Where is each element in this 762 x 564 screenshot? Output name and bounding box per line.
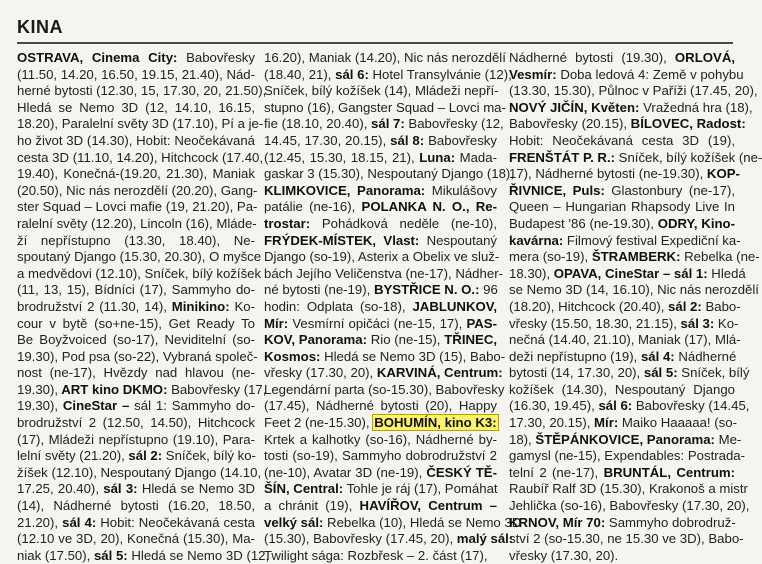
listing-text: (ne-10), Avatar 3D (ne-19), bbox=[264, 464, 423, 480]
listing-line bbox=[17, 199, 258, 216]
listing-text: Sníček, bílý kožíšek (14), Mládeži nepří- bbox=[264, 83, 499, 99]
listing-line bbox=[17, 498, 255, 515]
listing-line bbox=[17, 332, 255, 349]
listing-text: a medvědovi (12.10), Sníček, bílý kožíšek bbox=[17, 265, 262, 281]
listing-text: Babovřesky (20.15), bbox=[509, 116, 628, 132]
venue-name: sál 4: bbox=[637, 348, 675, 364]
listing-text: (17.45), Nádherné bytosti (20), Happy bbox=[264, 398, 497, 414]
listing-line bbox=[17, 464, 262, 482]
listing-line bbox=[17, 265, 262, 283]
listing-text: Rio (ne-15), bbox=[366, 332, 441, 348]
venue-name: POLANKA N. O., Re- bbox=[355, 199, 497, 215]
venue-name: JABLUNKOV, bbox=[405, 298, 497, 314]
listing-line bbox=[264, 514, 522, 532]
listing-text: brodružství 2 (11.30, 14), bbox=[17, 298, 167, 314]
listing-text: (20.50), Nic nás nerozdělí (20.20), Gang- bbox=[17, 182, 258, 198]
listing-line bbox=[17, 149, 264, 167]
listing-text: (17), Mládeži nepřístupno (19.10), Para- bbox=[17, 431, 255, 447]
listing-text: žíšek (12.10), Nespoutaný Django (14.10, bbox=[17, 464, 262, 480]
listing-line bbox=[509, 382, 735, 399]
listing-text: Sníček, bílý bbox=[677, 365, 750, 381]
listing-text: gaskar 3 (15.30), Nespoutaný Django (18), bbox=[264, 166, 514, 182]
venue-name: sál 5: bbox=[90, 547, 128, 563]
venue-name: BYSTŘICE N. O.: bbox=[370, 282, 480, 298]
listing-line bbox=[509, 66, 744, 84]
venue-name: sál 8: bbox=[386, 132, 425, 148]
listing-line bbox=[17, 381, 267, 399]
listing-line bbox=[509, 398, 750, 415]
listing-text: 96 bbox=[479, 282, 498, 298]
listing-line bbox=[264, 332, 497, 349]
venue-name: sál 5: bbox=[640, 365, 678, 381]
listing-column-3 bbox=[509, 50, 762, 564]
listing-column-1 bbox=[17, 50, 270, 564]
listing-line bbox=[509, 282, 759, 299]
listing-line bbox=[17, 100, 255, 117]
venue-name: BRUNTÁL, Centrum: bbox=[598, 464, 735, 480]
listing-text: Babovřesky (17, bbox=[167, 381, 267, 397]
listing-line bbox=[17, 365, 255, 382]
listing-line bbox=[264, 348, 506, 366]
listing-text: Nádherné bbox=[674, 348, 737, 364]
listing-line bbox=[509, 149, 762, 167]
listing-text: 18.20), Paralelní světy 3D (17.10), Pí a je- bbox=[17, 116, 264, 132]
listing-text: fie (18.10, 20.40), bbox=[264, 116, 368, 132]
listing-text: brodružství 2 (12.50, 14.50), Hitchcock bbox=[17, 415, 255, 431]
listing-text: Sammyho dobrodruž- bbox=[605, 514, 736, 530]
listing-line bbox=[264, 265, 503, 283]
venue-name: Kosmos: bbox=[264, 348, 321, 364]
highlighted-venue: BOHUMÍN, kino K3: bbox=[374, 415, 497, 431]
listing-line bbox=[509, 265, 746, 283]
listing-text: 16.20), Maniak (14.20), Nic nás nerozdělí bbox=[264, 50, 506, 65]
listing-text: Nádherné bytosti (19.30), bbox=[509, 50, 667, 65]
venue-name: sál 2: bbox=[664, 298, 702, 314]
listing-text: Mikulášovy bbox=[425, 182, 498, 198]
listing-line bbox=[264, 316, 497, 333]
listing-text: Hledá se Nemo 3D (12, bbox=[127, 547, 270, 563]
listing-line bbox=[509, 365, 750, 382]
listing-text: herné bytosti (12.30, 15, 17.30, 20, 21.50), bbox=[17, 83, 267, 99]
listing-line bbox=[17, 316, 255, 333]
listing-text: bytosti (14, 17.30, 20), bbox=[509, 365, 641, 381]
venue-name: ORLOVÁ, bbox=[666, 50, 736, 65]
listing-line bbox=[509, 465, 735, 482]
venue-name: HAVÍŘOV, Centrum – bbox=[352, 498, 497, 514]
listing-line bbox=[264, 83, 497, 100]
venue-name: CineStar – bbox=[58, 398, 130, 414]
listing-text: Maiko Haaaaa! (so- bbox=[618, 415, 737, 431]
listing-text: kožíšek (14.30), Nespoutaný Django bbox=[509, 381, 735, 397]
listing-text: bách Jejího Veličenstva (ne-17), Nádher- bbox=[264, 265, 503, 281]
listing-text: 19.40), Konečná-(19.20, 21.30), Maniak bbox=[17, 166, 255, 182]
listing-line bbox=[509, 515, 735, 532]
listing-line bbox=[17, 531, 255, 548]
listing-line bbox=[509, 83, 758, 100]
listing-line bbox=[509, 166, 740, 183]
listing-text: telní 2 (ne-17), bbox=[509, 464, 599, 480]
listing-line bbox=[264, 381, 505, 399]
venue-name: velký sál: bbox=[264, 514, 324, 530]
listing-line bbox=[509, 298, 741, 316]
venue-name: NOVÝ JIČÍN, Květen: bbox=[509, 99, 640, 115]
listing-text: Babovřesky bbox=[424, 132, 497, 148]
listing-text: cesta 3D (11.10, 14.20), Hitchcock (17.40, bbox=[17, 149, 264, 165]
listing-text: 21.20), bbox=[17, 514, 59, 530]
venue-name: Vesmír: bbox=[509, 66, 557, 82]
listing-text: (14), Nádherné bytosti (16.20, 18.50, bbox=[17, 498, 255, 514]
listing-line bbox=[509, 50, 735, 67]
listing-line bbox=[509, 498, 750, 515]
venue-name: KRNOV, Mír 70: bbox=[509, 514, 606, 530]
listing-text: Budapest '86 (ne-19.30), bbox=[509, 215, 654, 231]
venue-name: FRÝDEK-MÍSTEK, Vlast: bbox=[264, 232, 420, 248]
listing-text: Feet 2 (ne-15.30), bbox=[264, 415, 370, 431]
listing-text: vřesky (17.30, 20). bbox=[509, 547, 619, 563]
listing-text: né bytosti (ne-19), bbox=[264, 282, 371, 298]
venue-name: sál 3: bbox=[98, 481, 138, 497]
listing-line bbox=[264, 365, 503, 382]
listing-text: Doba ledová 4: Země v pohybu bbox=[556, 66, 744, 82]
venue-name: ŠTRAMBERK: bbox=[588, 249, 681, 265]
listing-text: deži nepřístupno (19), bbox=[509, 348, 638, 364]
listing-line bbox=[509, 216, 735, 233]
listing-text: 18), bbox=[509, 431, 532, 447]
venue-name: sál 7: bbox=[367, 116, 405, 132]
listing-line bbox=[17, 398, 255, 415]
listing-text: Hledá bbox=[707, 265, 746, 281]
listing-text: nečná (14.40, 21.10), Maniak (17), Mlá- bbox=[509, 332, 741, 348]
section-header bbox=[17, 12, 733, 44]
listing-text: Legendární parta (so-15.30), Babovřesky bbox=[264, 381, 505, 397]
listing-column-2 bbox=[264, 50, 522, 564]
venue-name: ART kino DKMO: bbox=[58, 381, 168, 397]
listing-line bbox=[264, 432, 497, 449]
listing-line bbox=[17, 249, 262, 266]
listing-text: 17), Nádherné bytosti (ne-19.30), bbox=[509, 166, 704, 182]
listing-text: Babovřesky bbox=[177, 50, 255, 65]
listing-line bbox=[509, 415, 735, 432]
listing-text: Pohádková neděle (ne-10), bbox=[310, 215, 497, 231]
listing-line bbox=[509, 448, 746, 465]
listing-line bbox=[17, 415, 255, 432]
venue-name: ŠTĚPÁNKOVICE, Panorama: bbox=[531, 431, 715, 447]
venue-name: PAS- bbox=[462, 315, 497, 331]
listing-text: nost (ne-17), Hvězdy nad hlavou (ne- bbox=[17, 365, 255, 381]
listing-line bbox=[264, 66, 512, 84]
venue-name: kavárna: bbox=[509, 232, 564, 248]
listing-line bbox=[509, 249, 760, 266]
listing-text: 19.30), bbox=[17, 398, 59, 414]
listing-text: mera (so-19), bbox=[509, 249, 589, 265]
listing-line bbox=[17, 182, 258, 200]
listing-text: Rebelka (10), Hledá se Nemo 3D bbox=[323, 514, 522, 530]
venue-name: Mír: bbox=[264, 315, 289, 331]
listing-text: vřesky (15.50, 18.30, 21.15), bbox=[509, 315, 677, 331]
venue-name: FRENŠTÁT P. R.: bbox=[509, 149, 615, 165]
listing-line bbox=[264, 233, 497, 250]
listing-text: Hobit: Neočekávaná cesta bbox=[96, 514, 256, 530]
listing-text: hodin: Odplata (so-18), bbox=[264, 298, 406, 314]
listing-text: patálie (ne-16), bbox=[264, 199, 356, 215]
listing-line bbox=[17, 133, 255, 150]
venue-name: Luna: bbox=[414, 149, 456, 165]
listing-line bbox=[509, 481, 748, 498]
listing-line bbox=[17, 348, 258, 366]
venue-name: sál 6: bbox=[594, 398, 633, 414]
venue-name: KOP- bbox=[703, 166, 740, 182]
listing-line bbox=[509, 332, 741, 349]
listing-text: Nespoutaný bbox=[419, 232, 497, 248]
listing-text: a chránit (19), bbox=[264, 498, 353, 514]
listing-line bbox=[509, 349, 735, 366]
venue-name: sál 3: bbox=[676, 315, 715, 331]
listing-line bbox=[509, 531, 744, 548]
listing-text: Krtek a kalhotky (so-16), Nádherné by- bbox=[264, 431, 497, 447]
listing-line bbox=[264, 531, 514, 548]
listing-text: Babovřesky (12, bbox=[404, 116, 504, 132]
listing-line bbox=[264, 99, 506, 117]
listing-text: Ko- bbox=[229, 298, 255, 314]
listing-line bbox=[264, 498, 497, 515]
listing-text: Ko- bbox=[714, 315, 739, 331]
listing-text: lelní světy (21.20), bbox=[17, 448, 125, 464]
listing-text: Me- bbox=[714, 431, 742, 447]
listing-text: vřesky (17.30, 20), bbox=[264, 365, 374, 381]
listing-text: Mada- bbox=[455, 149, 497, 165]
listing-text: (18.40, 21), bbox=[264, 66, 332, 82]
listing-line bbox=[264, 415, 497, 432]
listing-line bbox=[264, 398, 497, 415]
venue-name: sál 2: bbox=[124, 448, 163, 464]
listing-line bbox=[264, 299, 497, 316]
venue-name: Mír: bbox=[590, 415, 619, 431]
venue-name: ČESKÝ TĚ- bbox=[422, 464, 497, 480]
listing-line bbox=[17, 50, 255, 67]
listing-line bbox=[264, 548, 497, 564]
listing-text: Django (so-19), Asterix a Obelix ve služ- bbox=[264, 249, 500, 265]
listing-text: sál 1: Sammyho do- bbox=[129, 398, 255, 414]
listing-line bbox=[509, 232, 741, 250]
listing-text: Tohle je ráj (17), Pomáhat bbox=[343, 481, 498, 497]
venue-name: OPAVA, CineStar – sál 1: bbox=[550, 265, 708, 281]
listing-text: (15.30), Babovřesky (17.45, 20), bbox=[264, 531, 454, 547]
listing-line bbox=[264, 481, 497, 498]
listing-line bbox=[509, 199, 735, 216]
listing-text: ster Squad – Lovci mafie (19, 21.20), Pa- bbox=[17, 199, 258, 215]
listing-line bbox=[264, 50, 506, 67]
listing-text: ží nepřístupno (13.30, 18.40), Ne- bbox=[17, 232, 255, 248]
listing-text: 19.30), Pod psa (so-22), Vybraná společ- bbox=[17, 348, 258, 364]
listing-text: ho život 3D (14.30), Hobit: Neočekávaná bbox=[17, 132, 255, 148]
listing-line bbox=[17, 216, 255, 233]
venue-name: malý sál: bbox=[453, 531, 514, 547]
listing-text: Vesmírní opičáci (ne-15, 17), bbox=[288, 315, 463, 331]
listing-text: Queen – Hungarian Rhapsody Live In bbox=[509, 199, 735, 215]
listing-line bbox=[17, 299, 255, 316]
listing-text: (12.45, 15.30, 18.15, 21), bbox=[264, 149, 415, 165]
listing-text: Glastonbury (ne-17), bbox=[604, 182, 736, 198]
listing-text: stupno (16), Gangster Squad – Lovci ma- bbox=[264, 99, 506, 115]
listing-text: niak (17.50), bbox=[17, 547, 91, 563]
listing-text: Sníček, bílý ko- bbox=[162, 448, 256, 464]
listing-line bbox=[17, 116, 264, 133]
venue-name: KOV, Panorama: bbox=[264, 332, 367, 348]
listing-text: ství 2 (so-15.30, ne 15.30 ve 3D), Babo- bbox=[509, 531, 744, 547]
venue-name: sál 4: bbox=[58, 514, 97, 530]
venue-name: TŘINEC, bbox=[440, 332, 498, 348]
listing-text: tosti (so-19), Sammyho dobrodružství 2 bbox=[264, 448, 497, 464]
venue-name: trostar: bbox=[264, 215, 311, 231]
listing-line bbox=[264, 448, 497, 465]
venue-name: ODRY, Kino- bbox=[653, 215, 735, 231]
listing-text: gamysl (ne-15), Expendables: Postrada- bbox=[509, 448, 746, 464]
listing-text: Vražedná hra (18), bbox=[639, 99, 753, 115]
listing-text: (11, 13, 15), Bídníci (17), Sammyho do- bbox=[17, 282, 255, 298]
listing-line bbox=[264, 183, 497, 200]
listing-text: (11.50, 14.20, 16.50, 19.15, 21.40), Nád- bbox=[17, 66, 256, 82]
listing-line bbox=[264, 166, 514, 183]
listing-line bbox=[17, 481, 255, 498]
listing-text: ralelní světy (12.20), Lincoln (16), Mláde- bbox=[17, 215, 257, 231]
listing-text: Raubíř Ralf 3D (15.30), Krakonoš a mistr bbox=[509, 481, 748, 497]
listing-text: Jehlička (so-16), Babovřesky (17.30, 20), bbox=[509, 498, 750, 514]
listing-text: (18.20), Hitchcock (20.40), bbox=[509, 298, 665, 314]
listing-text: Babovřesky (14.45, bbox=[632, 398, 750, 414]
listing-text: (13.30, 15.30), Půlnoc v Paříži (17.45, 20), bbox=[509, 83, 758, 99]
listing-line bbox=[17, 67, 255, 84]
listing-text: spoutaný Django (15.30, 20.30), O myšce bbox=[17, 249, 262, 265]
listing-text: Rebelka (ne- bbox=[680, 249, 760, 265]
listing-line bbox=[17, 515, 255, 532]
listing-text: Hotel Transylvánie (12), bbox=[368, 66, 512, 82]
listing-text: se Nemo 3D (14, 16.10), Nic nás nerozdělí bbox=[509, 282, 759, 298]
listing-line bbox=[17, 83, 267, 100]
listing-text: Sníček, bílý kožíšek (ne- bbox=[615, 149, 762, 165]
listing-text: Hobit: Neočekávaná cesta 3D (19), bbox=[509, 132, 735, 148]
listing-line bbox=[509, 133, 735, 150]
listing-line bbox=[264, 133, 497, 150]
listing-text: cour v bytě (so+ne-15), Get Ready To bbox=[17, 315, 255, 331]
listing-line bbox=[17, 547, 270, 564]
listing-text: 19.30), bbox=[17, 381, 59, 397]
listing-text: 17.30, 20.15), bbox=[509, 415, 591, 431]
listing-line bbox=[264, 465, 497, 482]
listing-line bbox=[509, 548, 735, 564]
listing-line bbox=[17, 166, 255, 183]
listing-text: 18.30), bbox=[509, 265, 551, 281]
venue-name: KARVINÁ, Centrum: bbox=[373, 365, 503, 381]
listing-line bbox=[264, 116, 504, 133]
listing-line bbox=[17, 282, 255, 299]
listing-line bbox=[17, 233, 255, 250]
listing-text: 14.45, 17.30, 20.15), bbox=[264, 132, 387, 148]
venue-name: sál 6: bbox=[331, 66, 369, 82]
section-title: KINA bbox=[17, 17, 63, 37]
venue-name: OSTRAVA, Cinema City: bbox=[17, 50, 178, 65]
listing-text: 17.25, 20.40), bbox=[17, 481, 99, 497]
listing-line bbox=[509, 431, 742, 449]
listing-line bbox=[509, 99, 753, 117]
listing-line bbox=[509, 183, 735, 200]
listing-text: Filmový festival Expediční ka- bbox=[563, 232, 741, 248]
venue-name: BÍLOVEC, Radost: bbox=[627, 116, 746, 132]
listing-text: Hledá se Nemo 3D (15), Babo- bbox=[320, 348, 506, 364]
listing-line bbox=[17, 448, 255, 465]
listing-line bbox=[509, 116, 746, 133]
listing-line bbox=[264, 216, 497, 233]
listing-line bbox=[264, 249, 500, 266]
listing-line bbox=[509, 315, 739, 333]
listing-line bbox=[264, 282, 497, 299]
venue-name: ŠÍN, Central: bbox=[264, 481, 344, 497]
listing-text: Hledá se Nemo 3D (12, 14.10, 16.15, bbox=[17, 99, 255, 115]
listing-text: Hledá se Nemo 3D bbox=[137, 481, 256, 497]
listing-text: Babo- bbox=[701, 298, 741, 314]
listing-text: (12.10 ve 3D, 20), Konečná (15.30), Ma- bbox=[17, 531, 255, 547]
venue-name: KLIMKOVICE, Panorama: bbox=[264, 182, 426, 198]
venue-name: Minikino: bbox=[166, 298, 230, 314]
listing-line bbox=[264, 150, 497, 167]
listing-text: (16.30, 19.45), bbox=[509, 398, 595, 414]
venue-name: ŘIVNICE, Puls: bbox=[509, 182, 605, 198]
listing-line bbox=[17, 432, 255, 449]
listing-text: Be Boyžvoiced (so-17), Neviditelní (so- bbox=[17, 332, 255, 348]
listing-text: Twilight sága: Rozbřesk – 2. část (17), bbox=[264, 547, 488, 563]
listing-line bbox=[264, 199, 497, 216]
